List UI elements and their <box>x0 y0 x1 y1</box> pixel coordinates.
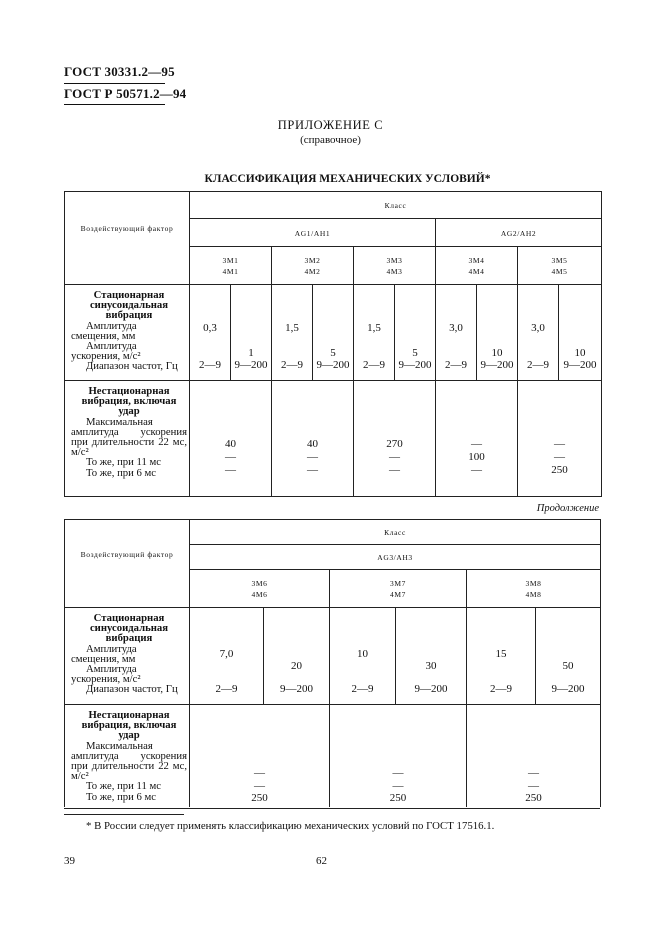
continuation-label: Продолжение <box>536 503 599 514</box>
shock-11ms-value: — <box>528 780 540 792</box>
frequency-value: 9—200 <box>398 359 432 371</box>
shock-6ms-value: 250 <box>251 792 268 804</box>
frequency-value: 2—9 <box>527 359 549 371</box>
same-11ms-label: То же, при 11 мс <box>86 456 161 469</box>
amplitude-displacement-label: Амплитуда смещения, мм <box>71 642 137 665</box>
shock-11ms-value: — <box>389 451 400 463</box>
group-label: AG2/AH2 <box>500 228 537 238</box>
header-rule-2 <box>64 104 165 105</box>
class-code: 3M2 4M2 <box>304 255 321 276</box>
stationary-vibration-title: Стационарная синусоидальная вибрация <box>89 612 169 645</box>
shock-22ms-value: — <box>471 438 482 450</box>
standard-code-primary: ГОСТ 30331.2—95 <box>64 64 175 79</box>
shock-6ms-value: — <box>225 464 236 476</box>
class-code: 3M8 4M8 <box>525 578 542 599</box>
group-label: AG3/AH3 <box>377 553 413 562</box>
same-6ms-label: То же, при 6 мс <box>86 790 157 803</box>
classification-heading: КЛАССИФИКАЦИЯ МЕХАНИЧЕСКИХ УСЛОВИЙ* <box>204 173 491 185</box>
frequency-value: 2—9 <box>199 359 221 371</box>
acceleration-value: 1 <box>248 347 254 359</box>
acceleration-value: 50 <box>562 660 574 672</box>
frequency-value: 9—200 <box>480 359 514 371</box>
acceleration-value: 5 <box>412 347 418 359</box>
frequency-value: 9—200 <box>563 359 597 371</box>
stationary-vibration-cell <box>65 285 190 381</box>
acceleration-value: 20 <box>291 660 302 672</box>
frequency-value: 9—200 <box>234 359 268 371</box>
class-header: Класс <box>384 201 407 210</box>
frequency-value: 9—200 <box>280 683 313 695</box>
class-code: 3M5 4M5 <box>551 255 568 276</box>
stationary-vibration-cell <box>65 608 190 705</box>
shock-11ms-value: — <box>554 451 566 463</box>
footnote: * В России следует применять классификацию механических условий по ГОСТ 17516.1. <box>86 820 495 832</box>
shock-11ms-value: — <box>225 451 236 463</box>
displacement-value: 1,5 <box>285 322 299 334</box>
shock-22ms-value: — <box>554 438 566 450</box>
nonstationary-vibration-cell <box>65 705 190 807</box>
displacement-value: 3,0 <box>531 322 545 334</box>
shock-6ms-value: 250 <box>525 792 542 804</box>
header-rule <box>64 83 165 84</box>
shock-6ms-value: — <box>471 464 482 476</box>
displacement-value: 15 <box>495 648 507 660</box>
displacement-value: 3,0 <box>449 322 463 334</box>
factor-header: Воздействующий фактор <box>80 549 174 559</box>
frequency-range-label: Диапазон частот, Гц <box>86 683 178 696</box>
class-header: Класс <box>384 528 406 537</box>
acceleration-value: 10 <box>491 347 503 359</box>
footnote-separator <box>64 808 600 810</box>
frequency-value: 2—9 <box>363 359 385 371</box>
displacement-value: 7,0 <box>219 648 234 660</box>
frequency-range-label: Диапазон частот, Гц <box>86 360 178 373</box>
nonstationary-vibration-title: Нестационарная вибрация, включая удар <box>81 385 177 418</box>
classification-table-2 <box>64 519 601 807</box>
shock-6ms-value: — <box>389 464 400 476</box>
group-label: AG1/AH1 <box>294 228 331 238</box>
shock-22ms-value: — <box>392 767 404 779</box>
frequency-value: 9—200 <box>414 683 448 695</box>
appendix-note: (справочное) <box>300 134 361 146</box>
class-code: 3M6 4M6 <box>251 578 268 599</box>
footnote-rule <box>64 814 184 815</box>
page-number-left: 39 <box>64 855 75 867</box>
acceleration-value: 5 <box>330 347 336 359</box>
shock-22ms-value: 40 <box>307 438 318 450</box>
page-number-center: 62 <box>316 855 327 867</box>
class-code: 3M7 4M7 <box>390 578 406 599</box>
frequency-value: 2—9 <box>215 683 238 695</box>
shock-22ms-value: 270 <box>386 438 403 450</box>
shock-11ms-value: 100 <box>468 451 485 463</box>
shock-11ms-value: — <box>307 451 318 463</box>
frequency-value: 2—9 <box>445 359 467 371</box>
frequency-value: 9—200 <box>316 359 350 371</box>
factor-header: Воздействующий фактор <box>80 224 174 233</box>
shock-22ms-value: — <box>528 767 540 779</box>
shock-11ms-value: — <box>254 780 265 792</box>
acceleration-value: 10 <box>574 347 586 359</box>
nonstationary-vibration-cell <box>65 381 190 497</box>
class-code: 3M3 4M3 <box>386 255 403 276</box>
displacement-value: 1,5 <box>367 322 381 334</box>
same-6ms-label: То же, при 6 мс <box>86 466 157 479</box>
shock-22ms-value: — <box>254 767 265 779</box>
amplitude-acceleration-label: Амплитуда ускорения, м/с² <box>71 340 141 363</box>
class-code: 3M1 4M1 <box>222 255 239 276</box>
classification-table-1 <box>64 191 602 497</box>
shock-22ms-value: 40 <box>225 438 236 450</box>
amplitude-acceleration-label: Амплитуда ускорения, м/с² <box>71 663 141 686</box>
shock-6ms-value: 250 <box>551 464 568 476</box>
frequency-value: 9—200 <box>551 683 585 695</box>
amplitude-displacement-label: Амплитуда смещения, мм <box>71 319 137 342</box>
stationary-vibration-title: Стационарная синусоидальная вибрация <box>89 289 169 322</box>
shock-6ms-value: 250 <box>389 792 407 804</box>
same-11ms-label: То же, при 11 мс <box>86 780 161 793</box>
shock-11ms-value: — <box>392 780 404 792</box>
shock-6ms-value: — <box>307 464 318 476</box>
class-code: 3M4 4M4 <box>468 255 485 276</box>
displacement-value: 10 <box>357 648 368 660</box>
nonstationary-vibration-title: Нестационарная вибрация, включая удар <box>81 709 177 742</box>
appendix-title: ПРИЛОЖЕНИЕ С <box>277 118 384 132</box>
frequency-value: 2—9 <box>490 683 512 695</box>
acceleration-value: 30 <box>425 660 437 672</box>
frequency-value: 2—9 <box>351 683 374 695</box>
max-acceleration-label: Максимальная амплитуда ускорения при длительности 22 мс, м/с² <box>71 415 187 459</box>
max-acceleration-label: Максимальная амплитуда ускорения при длительности 22 мс, м/с² <box>71 739 187 783</box>
standard-code-secondary: ГОСТ Р 50571.2—94 <box>64 86 187 101</box>
frequency-value: 2—9 <box>281 359 303 371</box>
displacement-value: 0,3 <box>203 322 217 334</box>
